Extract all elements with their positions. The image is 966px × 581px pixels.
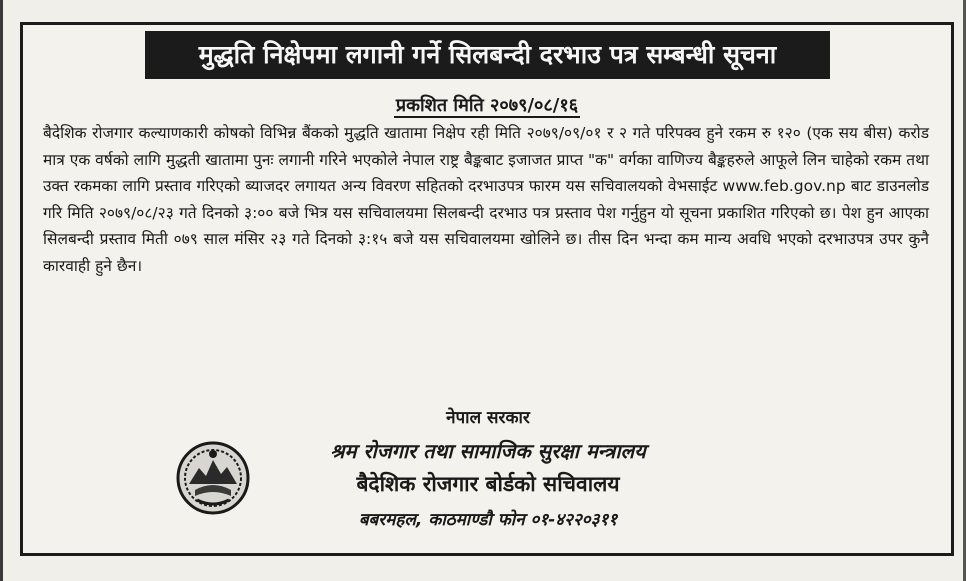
notice-body: बैदेशिक रोजगार कल्याणकारी कोषको विभिन्न बैंकको मुद्धति खातामा निक्षेप रही मिति २०७९/०९/०१ र २ गते परिपक्व हुने रकम रु १२० (एक सय बीस) करोड मात्र एक वर्षको लागि मुद्धती खातामा पुनः लगानी गरिने भएकोले नेपाल राष्ट्र बैङ्कबाट इजाजत प्राप्त "क" वर्गका वाणिज्य बैङ्कहरुले आफूले लिन चाहेको रकम तथा उक्त रकमका लागि प्रस्ताव गरिएको ब्याजदर लगायत अन्य विवरण सहितको दरभाउपत्र फारम यस सचिवालयको वेभसाईट www.feb.gov.np बाट डाउनलोड गरि मिति २०७९/०८/२३ गते दिनको ३:०० बजे भित्र यस सचिवालयमा सिलबन्दी दरभाउ पत्र प्रस्ताव पेश गर्नुहुन यो सूचना प्रकाशित गरिएको छ। पेश हुन आएका सिलबन्दी प्रस्ताव मिती ०७९ साल मंसिर २३ गते दिनको ३:१५ बजे यस सचिवालयमा खोलिने छ। तीस दिन भन्दा कम मान्य अवधि भएको दरभाउपत्र उपर कुनै कारवाही हुने छैन।: [43, 124, 929, 275]
published-date-line: [23, 93, 951, 117]
office-address: बबरमहल, काठमाण्डौ फोन ०१-४२२०३११: [358, 510, 618, 530]
government-name: नेपाल सरकार: [446, 408, 530, 428]
notice-frame: [20, 22, 954, 556]
notice-title: मुद्धति निक्षेपमा लगानी गर्ने सिलबन्दी दरभाउ पत्र सम्बन्धी सूचना: [145, 31, 830, 79]
secretariat-name: बैदेशिक रोजगार बोर्डको सचिवालय: [356, 472, 620, 496]
nepal-emblem-icon: [175, 440, 251, 516]
published-date: प्रकशित मिति २०७९/०८/१६: [395, 95, 579, 116]
ministry-name: श्रम रोजगार तथा सामाजिक सुरक्षा मन्त्रालय: [330, 439, 646, 463]
page-edge-left: [0, 0, 3, 581]
